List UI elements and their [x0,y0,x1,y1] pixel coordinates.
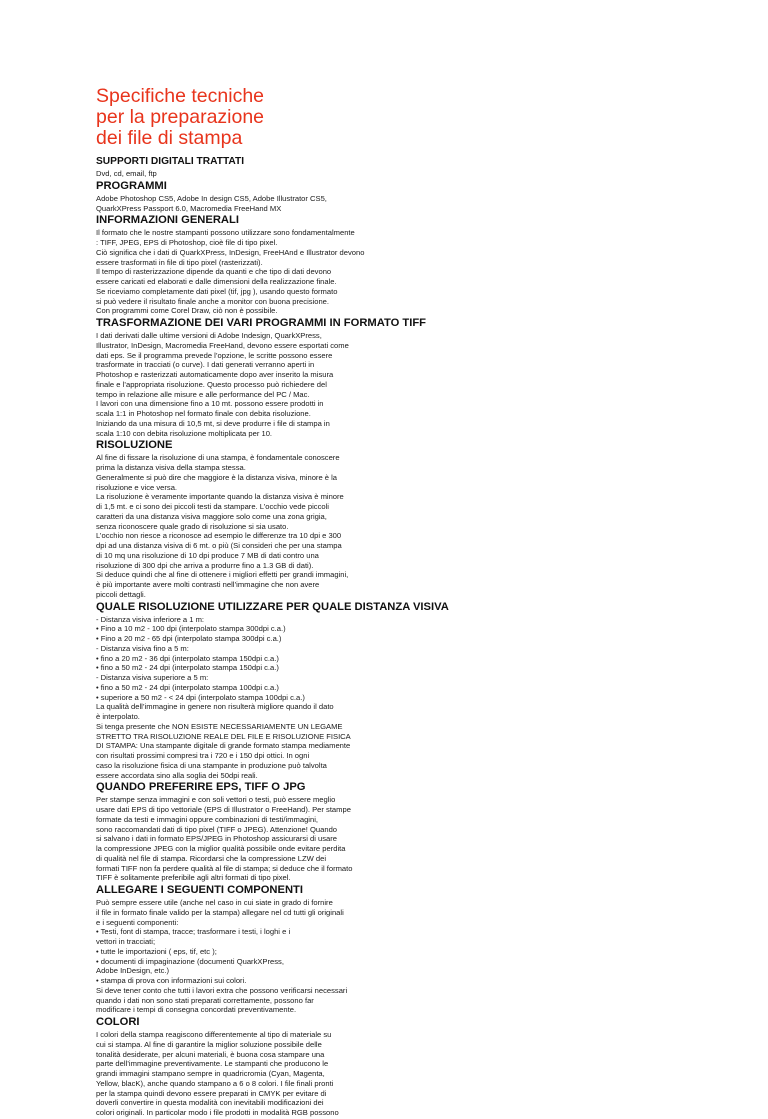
body-line: Si deduce quindi che al fine di ottenere i migliori effetti per grandi immagini, [96,570,349,580]
body-line: • fino a 20 m2 - 36 dpi (interpolato stampa 150dpi c.a.) [96,653,279,663]
body-line: DI STAMPA: Una stampante digitale di grande formato stampa mediamente [96,741,351,751]
section-body [96,331,756,438]
body-line: - Distanza visiva inferiore a 1 m: [96,614,205,624]
section [96,884,756,1015]
body-line: QuarkXPress Passport 6.0, Macromedia FreeHand MX [96,203,282,213]
body-line: I lavori con una dimensione fino a 10 mt. possono essere prodotti in [96,399,324,409]
body-line: finale e l’appropriata risoluzione. Questo processo può richiedere del [96,379,327,389]
body-line: vettori in tracciati; [96,937,156,946]
body-line: La qualità dell’immagine in genere non risulterà migliore quando il dato [96,702,334,712]
body-line: Il tempo di rasterizzazione dipende da quanti e che tipo di dati devono [96,267,332,277]
body-line: usare dati EPS di tipo vettoriale (EPS di Illustrator o FreeHand). Per stampe [96,805,351,814]
body-line: essere trasformati in file di tipo pixel (rasterizzati). [96,257,263,267]
body-line: • documenti di impaginazione (documenti QuarkXPress, [96,956,284,966]
body-line: si può vedere il risultato finale anche a monitor con buona precisione. [96,296,330,306]
section-heading: TRASFORMAZIONE DEI VARI PROGRAMMI IN FORMATO TIFF [96,317,427,329]
body-line: formati TIFF non fa perdere qualità al file di stampa; si deduce che il formato [96,863,353,873]
body-line: • Fino a 10 m2 - 100 dpi (interpolato stampa 300dpi c.a.) [96,624,286,634]
body-line: scala 1:1 in Photoshop nel formato finale con debita risoluzione. [96,409,311,418]
body-line: dati eps. Se il programma prevede l’opzione, le scritte possono essere [96,350,333,360]
document-title [96,86,756,149]
body-line: di 1,5 mt. e ci sono dei piccoli testi da stampare. L’occhio vede piccoli [96,502,329,511]
body-line: Ciò significa che i dati di QuarkXPress, InDesign, FreeHAnd e Illustrator devono [96,247,365,257]
body-line: caratteri da una distanza visiva maggiore solo come una zona grigia, [96,511,327,521]
section-heading: SUPPORTI DIGITALI TRATTATI [96,156,245,167]
body-line: il file in formato finale valido per la stampa) allegare nel cd tutti gli originali [96,907,344,917]
body-line: Al fine di fissare la risoluzione di una stampa, è fondamentale conoscere [96,453,340,463]
body-line: Dvd, cd, email, ftp [96,169,157,178]
body-line: Se riceviamo completamente dati pixel (tif, jpg ), usando questo formato [96,286,338,296]
section-body [96,615,756,781]
body-line: tonalità desiderate, per alcuni materiali, è buona cosa stampare una [96,1049,325,1059]
body-line: di qualità nel file di stampa. Ricordarsi che la compressione LZW dei [96,853,327,863]
section-body [96,228,756,316]
body-line: è interpolato. [96,712,140,721]
section-heading: COLORI [96,1016,140,1028]
body-line: • Testi, font di stampa, tracce; trasformare i testi, i loghi e i [96,927,291,937]
body-line: • stampa di prova con informazioni sui colori. [96,976,247,985]
body-line: • fino a 50 m2 - 24 dpi (interpolato stampa 150dpi c.a.) [96,663,279,673]
body-line: Il formato che le nostre stampanti possono utilizzare sono fondamentalmente [96,228,355,238]
body-line: Yellow, blacK), anche quando stampano a 6 o 8 colori. I file finali pronti [96,1078,334,1088]
section-body [96,795,756,883]
sections-container [96,155,756,1118]
body-line: Per stampe senza immagini e con soli vettori o testi, può essere meglio [96,795,336,805]
body-line: doverli convertire in questa modalità con inevitabili modificazioni dei [96,1098,324,1108]
body-line: trasformate in tracciati (o curve). I dati generati verranno aperti in [96,360,315,370]
body-line: caso la risoluzione fisica di una stampante in produzione può talvolta [96,760,327,770]
section-heading: INFORMAZIONI GENERALI [96,214,239,227]
section-heading: QUALE RISOLUZIONE UTILIZZARE PER QUALE DISTANZA VISIVA [96,600,449,613]
body-line: Si tenga presente che NON ESISTE NECESSARIAMENTE UN LEGAME [96,721,343,731]
body-line: piccoli dettagli. [96,589,146,599]
body-line: Con programmi come Corel Draw, ciò non è possibile. [96,306,278,316]
body-line: scala 1:10 con debita risoluzione moltiplicata per 10. [96,428,273,438]
section [96,781,756,883]
body-line: risoluzione di 300 dpi che arriva a produrre fino a 1.3 GB di dati). [96,560,314,570]
body-line: dpi ad una distanza visiva di 6 mt. o più (Si consideri che per una stampa [96,541,342,550]
section [96,439,756,599]
body-line: formate da testi e immagini oppure combinazioni di testi/immagini, [96,814,319,824]
body-line: STRETTO TRA RISOLUZIONE REALE DEL FILE E RISOLUZIONE FISICA [96,731,351,741]
body-line: Adobe InDesign, etc.) [96,966,170,976]
body-line: L’occhio non riesce a riconosce ad esempio le differenze tra 10 dpi e 300 [96,531,342,541]
body-line: cui si stampa. Al fine di garantire la miglior soluzione possibile delle [96,1039,322,1049]
section-body [96,453,756,599]
body-line: - Distanza visiva fino a 5 m: [96,643,189,653]
body-line: : TIFF, JPEG, EPS di Photoshop, cioè file di tipo pixel. [96,238,278,247]
body-line: parte dell’immagine preventivamente. Le stampanti che producono le [96,1059,329,1069]
body-line: quando i dati non sono stati preparati correttamente, possono far [96,995,314,1005]
body-line: Si deve tener conto che tutti i lavori extra che possono verificarsi necessari [96,985,348,995]
body-line: senza riconoscere quale grado di risoluzione si sia usato. [96,521,289,531]
body-line: è più importante avere molti contrasti nell’immagine che non avere [96,580,320,589]
body-line: TIFF è solitamente preferibile agli altri formati di tipo pixel. [96,873,291,883]
body-line: Può sempre essere utile (anche nel caso in cui siate in grado di fornire [96,898,333,907]
body-line: Adobe Photoshop CS5, Adobe In design CS5, Adobe Illustrator CS5, [96,193,327,203]
section [96,214,756,316]
body-line: tempo in relazione alle misure e alle performance del PC / Mac. [96,389,310,399]
body-line: Generalmente si può dire che maggiore è la distanza visiva, minore è la [96,472,338,482]
section-body [96,1030,756,1118]
section-heading: ALLEGARE I SEGUENTI COMPONENTI [96,884,303,896]
body-line: Illustrator, InDesign, Macromedia FreeHand, devono essere esportati come [96,340,349,350]
body-line: la compressione JPEG con la miglior qualità possibile onde evitare perdita [96,844,346,853]
section [96,317,756,438]
body-line: essere caricati ed elaborati e dalle dimensioni della realizzazione finale. [96,277,337,286]
section [96,155,756,179]
document-page [96,86,756,1119]
section-body [96,169,756,179]
body-line: • fino a 50 m2 - 24 dpi (interpolato stampa 100dpi c.a.) [96,682,279,692]
body-line: risoluzione e vice versa. [96,482,178,492]
body-line: Iniziando da una misura di 10,5 mt, si deve produrre i file di stampa in [96,418,330,428]
body-line: per la stampa quindi devono essere preparati in CMYK per evitare di [96,1088,327,1098]
section [96,180,756,214]
section-heading: RISOLUZIONE [96,439,173,452]
section-body [96,194,756,214]
body-line: prima la distanza visiva della stampa stessa. [96,463,246,472]
body-line: si salvano i dati in formato EPS/JPEG in Photoshop assicurarsi di usare [96,834,338,844]
body-line: La risoluzione è veramente importante quando la distanza visiva è minore [96,492,344,502]
body-line: di 10 mq una risoluzione di 10 dpi produce 7 MB di dati contro una [96,550,319,560]
body-line: sono raccomandati dati di tipo pixel (TIFF o JPEG). Attenzione! Quando [96,824,338,834]
body-line: - Distanza visiva superiore a 5 m: [96,673,209,682]
title-line: dei file di stampa [96,127,243,149]
body-line: e i seguenti componenti: [96,917,179,927]
title-line: Specifiche tecniche [96,85,265,107]
section [96,601,756,781]
body-line: con risultati prossimi compresi tra i 720 e i 150 dpi ottici. In ogni [96,751,310,760]
body-line: I dati derivati dalle ultime versioni di Adobe Indesign, QuarkXPress, [96,331,322,340]
section-heading: QUANDO PREFERIRE EPS, TIFF O JPG [96,781,306,794]
body-line: I colori della stampa reagiscono differentemente al tipo di materiale su [96,1030,332,1039]
title-line: per la preparazione [96,106,265,128]
body-line: essere accordata sino alla soglia dei 50dpi reali. [96,770,258,780]
body-line: • Fino a 20 m2 - 65 dpi (interpolato stampa 300dpi c.a.) [96,634,282,643]
section-heading: PROGRAMMI [96,179,167,192]
body-line: modificare i tempi di consegna concordati preventivamente. [96,1005,297,1015]
body-line: • tutte le importazioni ( eps, tif, etc ); [96,946,217,956]
section [96,1016,756,1118]
body-line: colori originali. In particolar modo i file prodotti in modalità RGB possono [96,1108,339,1117]
body-line: grandi immagini stampano sempre in quadricromia (Cyan, Magenta, [96,1069,325,1078]
section-body [96,898,756,1015]
body-line: Photoshop e rasterizzati automaticamente dopo aver inserito la misura [96,370,334,379]
body-line: • superiore a 50 m2 - < 24 dpi (interpolato stampa 100dpi c.a.) [96,692,305,702]
